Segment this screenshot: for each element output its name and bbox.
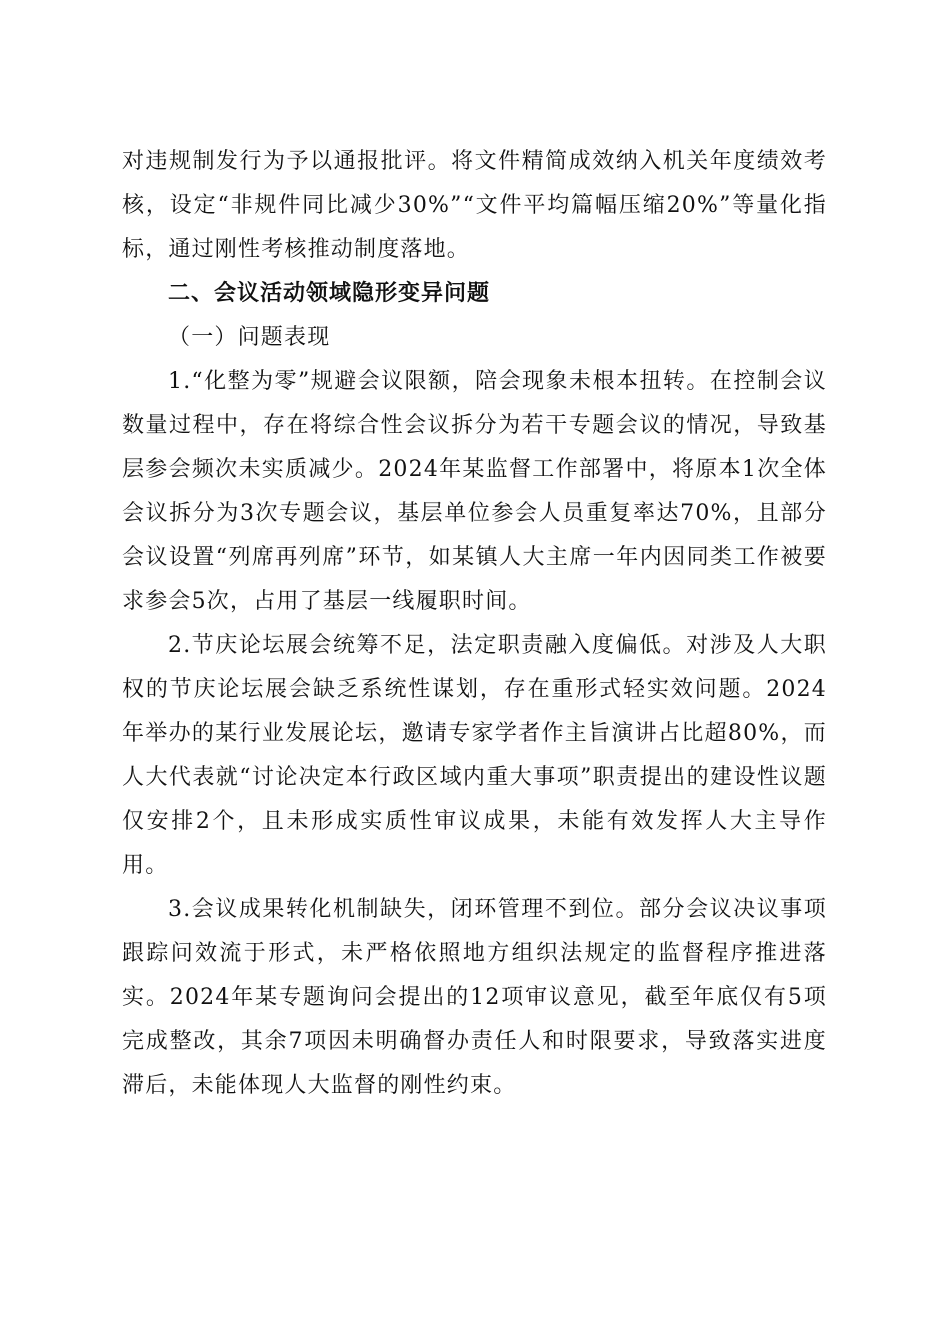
subsection-heading: （一）问题表现 — [168, 325, 331, 350]
paragraph-item-3: 3.会议成果转化机制缺失，闭环管理不到位。部分会议决议事项跟踪问效流于形式，未严格依照地方组织法规定的监督程序推进落实。2024年某专题询问会提出的12项审议意见，截至年底仅有5项完成整改，其余7项因未明确督办责任人和时限要求，导致落实进度滞后，未能体现人大监督的刚性约束。 — [122, 897, 827, 1098]
paragraph-continuation: 对违规制发行为予以通报批评。将文件精简成效纳入机关年度绩效考核，设定“非规件同比减少30%”“文件平均篇幅压缩20%”等量化指标，通过刚性考核推动制度落地。 — [122, 149, 827, 262]
paragraph-item-1: 1.“化整为零”规避会议限额，陪会现象未根本扭转。在控制会议数量过程中，存在将综合性会议拆分为若干专题会议的情况，导致基层参会频次未实质减少。2024年某监督工作部署中，将原本1次全体会议拆分为3次专题会议，基层单位参会人员重复率达70%，且部分会议设置“列席再列席”环节，如某镇人大主席一年内因同类工作被要求参会5次，占用了基层一线履职时间。 — [122, 369, 827, 614]
section-heading: 二、会议活动领域隐形变异问题 — [168, 281, 491, 306]
document-body — [122, 140, 827, 1108]
paragraph-item-2: 2.节庆论坛展会统筹不足，法定职责融入度偏低。对涉及人大职权的节庆论坛展会缺乏系统性谋划，存在重形式轻实效问题。2024年举办的某行业发展论坛，邀请专家学者作主旨演讲占比超80%，而人大代表就“讨论决定本行政区域内重大事项”职责提出的建设性议题仅安排2个，且未形成实质性审议成果，未能有效发挥人大主导作用。 — [122, 633, 827, 878]
